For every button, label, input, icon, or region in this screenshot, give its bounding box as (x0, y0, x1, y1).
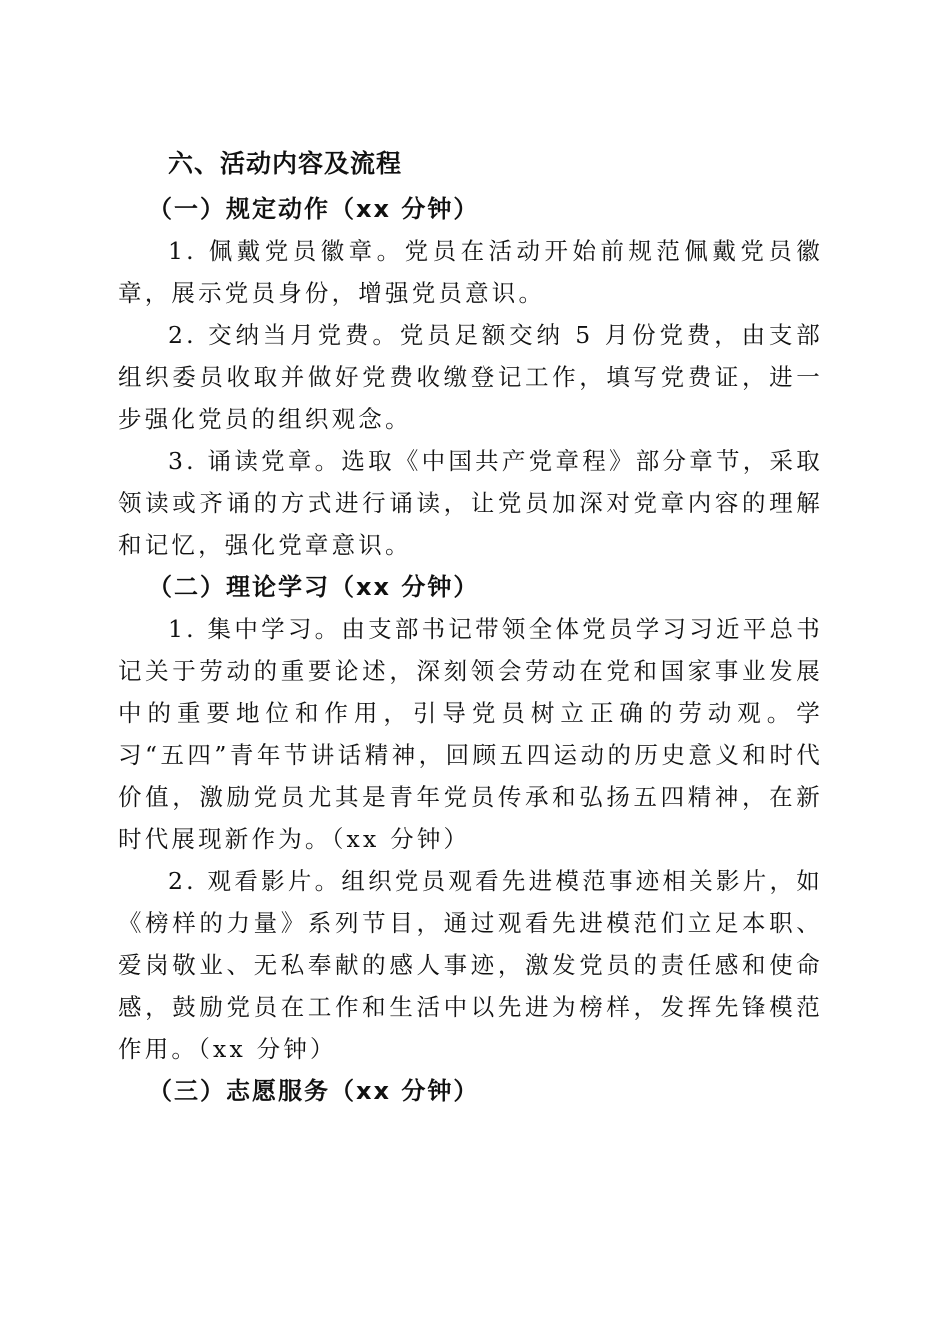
paragraph: 1. 佩戴党员徽章。党员在活动开始前规范佩戴党员徽章，展示党员身份，增强党员意识。 (118, 237, 823, 307)
paragraph: 3. 诵读党章。选取《中国共产党章程》部分章节，采取领读或齐诵的方式进行诵读，让党员加深对党章内容的理解和记忆，强化党章意识。 (118, 447, 823, 559)
subsection-title-2: （二）理论学习（xx 分钟） (148, 573, 480, 601)
paragraph: 2. 交纳当月党费。党员足额交纳 5 月份党费，由支部组织委员收取并做好党费收缴登记工作，填写党费证，进一步强化党员的组织观念。 (118, 321, 823, 433)
section-heading: 六、活动内容及流程 (168, 149, 403, 178)
subsection-title-1: （一）规定动作（xx 分钟） (148, 195, 480, 223)
document-body (118, 140, 823, 1112)
paragraph: 1. 集中学习。由支部书记带领全体党员学习习近平总书记关于劳动的重要论述，深刻领会劳动在党和国家事业发展中的重要地位和作用，引导党员树立正确的劳动观。学习“五四”青年节讲话精神，回顾五四运动的历史意义和时代价值，激励党员尤其是青年党员传承和弘扬五四精神，在新时代展现新作为。（xx 分钟） (118, 615, 823, 853)
paragraph: 2. 观看影片。组织党员观看先进模范事迹相关影片，如《榜样的力量》系列节目，通过观看先进模范们立足本职、爱岗敬业、无私奉献的感人事迹，激发党员的责任感和使命感，鼓励党员在工作和生活中以先进为榜样，发挥先锋模范作用。（xx 分钟） (118, 867, 823, 1063)
subsection-title-3: （三）志愿服务（xx 分钟） (148, 1077, 480, 1105)
